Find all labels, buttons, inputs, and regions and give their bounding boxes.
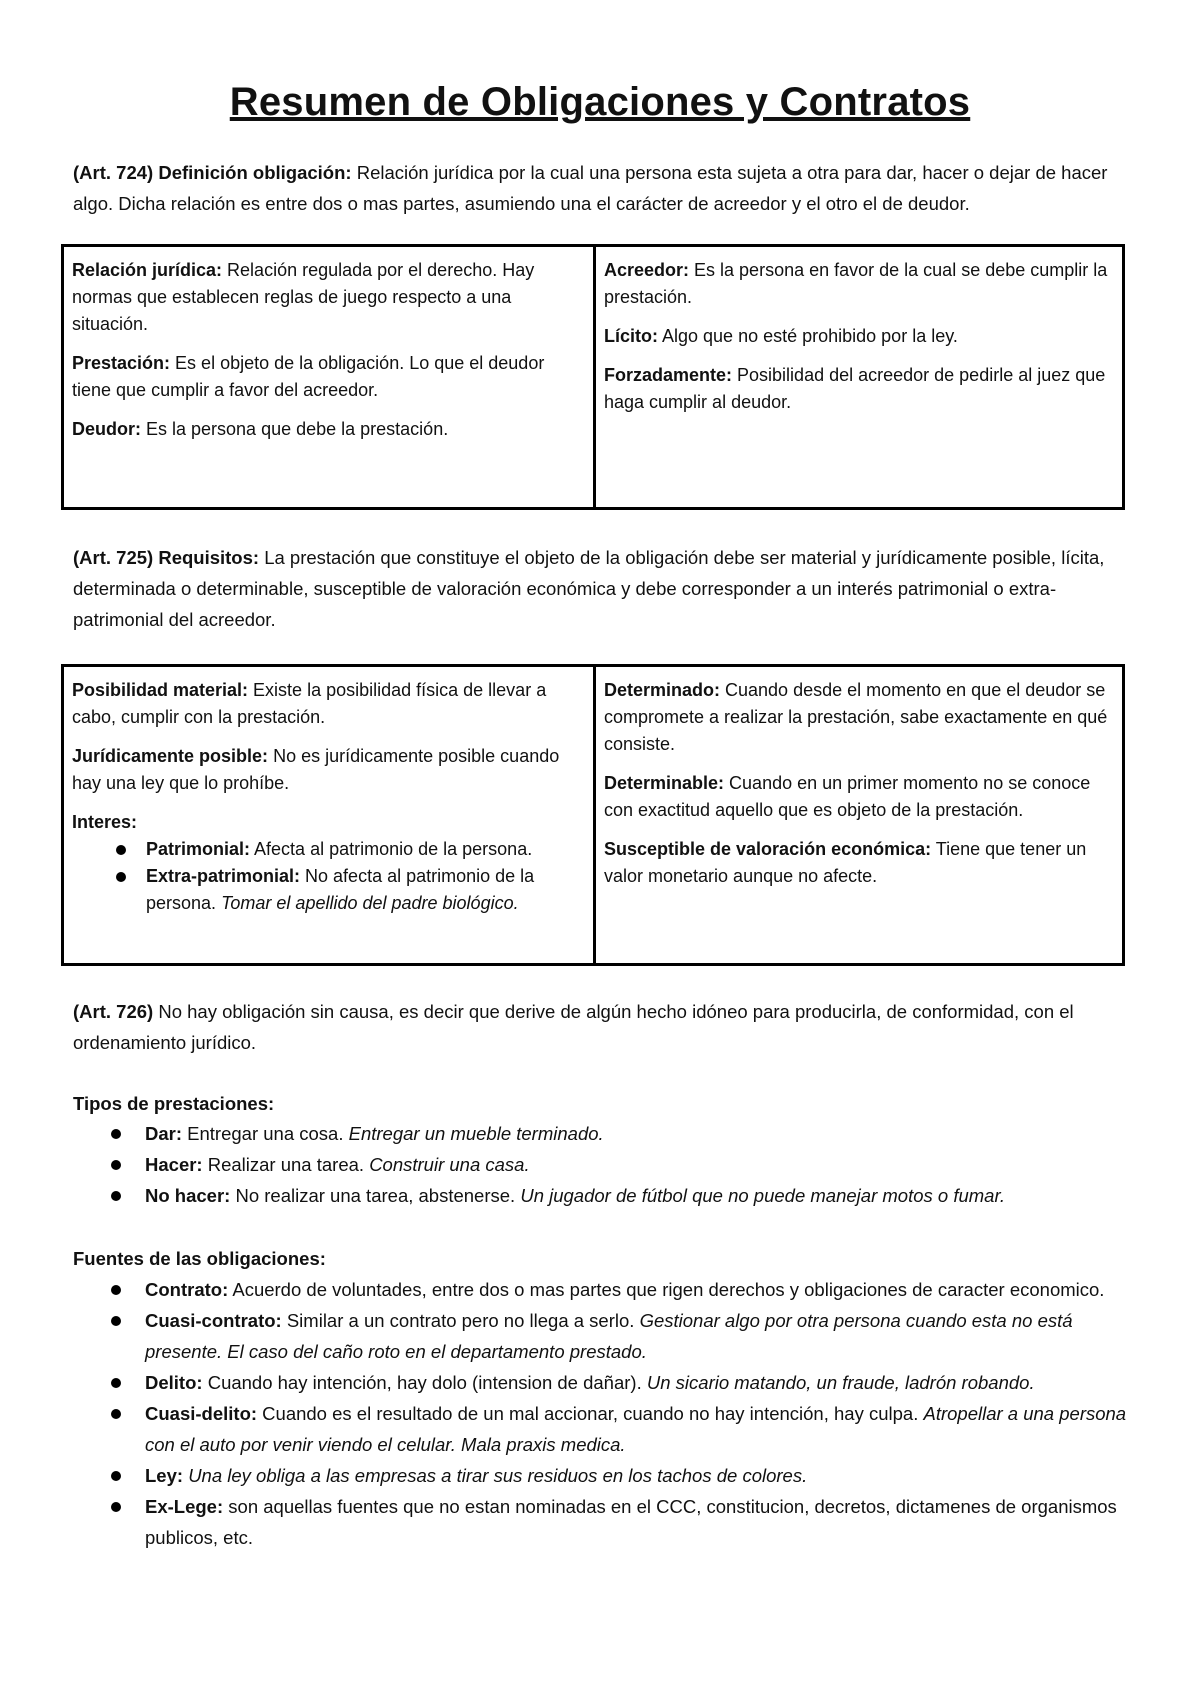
definition-text: Algo que no esté prohibido por la ley. (658, 326, 958, 346)
fuente-term: Ex-Lege: (145, 1496, 224, 1517)
tipo-term: No hacer: (145, 1185, 231, 1206)
definition-text: Posibilidad del acreedor de pedirle al juez que haga cumplir al deudor. (604, 365, 1106, 412)
requisito-text: Tiene que tener un valor monetario aunque no afecte. (604, 839, 1087, 886)
requisito-term: Posibilidad material: (72, 680, 249, 700)
interes-label: Interes: (72, 812, 138, 832)
interes-term: Extra-patrimonial: (146, 866, 301, 886)
tipo-text: Entregar una cosa. (182, 1123, 349, 1144)
definitions-right-column (596, 247, 1122, 507)
tipo-text: No realizar una tarea, abstenerse. (230, 1185, 521, 1206)
fuente-item (145, 1398, 1131, 1460)
tipo-item (145, 1118, 1131, 1149)
tipo-item (145, 1180, 1131, 1211)
requisito-item (72, 743, 585, 797)
definition-term: Lícito: (604, 326, 658, 346)
fuente-item (145, 1305, 1131, 1367)
fuente-text: Acuerdo de voluntades, entre dos o mas partes que rigen derechos y obligaciones de caracter economico. (228, 1279, 1105, 1300)
tipo-term: Hacer: (145, 1154, 203, 1175)
requisito-text: Existe la posibilidad física de llevar a cabo, cumplir con la prestación. (72, 680, 547, 727)
requisito-text: No es jurídicamente posible cuando hay una ley que lo prohíbe. (72, 746, 560, 793)
definition-item (72, 257, 585, 338)
definition-item (72, 416, 585, 443)
tipo-example: Entregar un mueble terminado. (348, 1123, 604, 1144)
art724-ref: (Art. 724) Definición obligación: (73, 162, 352, 183)
requisitos-left-column (64, 667, 596, 963)
fuente-example: Una ley obliga a las empresas a tirar sus residuos en los tachos de colores. (188, 1465, 808, 1486)
art726-paragraph (73, 996, 1131, 1058)
tipos-heading: Tipos de prestaciones: (73, 1093, 275, 1114)
fuente-item (145, 1274, 1131, 1305)
fuente-example: Gestionar algo por otra persona cuando esta no está presente. El caso del caño roto en el departamento prestado. (145, 1310, 1073, 1362)
fuente-text: Cuando es el resultado de un mal accionar, cuando no hay intención, hay culpa. (257, 1403, 924, 1424)
interes-block (72, 809, 585, 917)
requisito-term: Jurídicamente posible: (72, 746, 269, 766)
fuente-example: Atropellar a una persona con el auto por venir viendo el celular. Mala praxis medica. (145, 1403, 1127, 1455)
art724-text: Relación jurídica por la cual una persona esta sujeta a otra para dar, hacer o dejar de hacer algo. Dicha relación es entre dos o mas partes, asumiendo una el carácter de acreedor y el otro el de deudor. (73, 162, 1108, 214)
tipo-text: Realizar una tarea. (202, 1154, 370, 1175)
tipo-example: Un jugador de fútbol que no puede manejar motos o fumar. (520, 1185, 1006, 1206)
requisitos-table (61, 664, 1125, 966)
definition-text: Relación regulada por el derecho. Hay normas que establecen reglas de juego respecto a una situación. (72, 260, 535, 334)
art725-text: La prestación que constituye el objeto de la obligación debe ser material y jurídicamente posible, lícita, determinada o determinable, susceptible de valoración económica y debe corresponder a un interés patrimonial o extra-patrimonial del acreedor. (73, 547, 1105, 630)
definition-text: Es la persona que debe la prestación. (141, 419, 449, 439)
definition-term: Prestación: (72, 353, 171, 373)
interes-term: Patrimonial: (146, 839, 251, 859)
fuentes-list (73, 1274, 1131, 1553)
fuente-text: son aquellas fuentes que no estan nominadas en el CCC, constitucion, decretos, dictamenes de organismos publicos, etc. (145, 1496, 1117, 1548)
art725-ref: (Art. 725) Requisitos: (73, 547, 260, 568)
definitions-left-column (64, 247, 596, 507)
requisito-term: Determinable: (604, 773, 725, 793)
interes-item (146, 863, 585, 917)
definition-text: Es el objeto de la obligación. Lo que el deudor tiene que cumplir a favor del acreedor. (72, 353, 545, 400)
fuente-item (145, 1460, 1131, 1491)
requisito-text: Cuando desde el momento en que el deudor se compromete a realizar la prestación, sabe exactamente en qué consiste. (604, 680, 1108, 754)
requisito-item (604, 677, 1114, 758)
fuente-text: Cuando hay intención, hay dolo (intension de dañar). (202, 1372, 647, 1393)
art725-paragraph (73, 542, 1131, 635)
art726-text: No hay obligación sin causa, es decir que derive de algún hecho idóneo para producirla, de conformidad, con el ordenamiento jurídico. (73, 1001, 1074, 1053)
fuente-term: Cuasi-delito: (145, 1403, 258, 1424)
fuente-item (145, 1367, 1131, 1398)
requisito-item (72, 677, 585, 731)
fuente-text: Similar a un contrato pero no llega a serlo. (281, 1310, 640, 1331)
tipo-term: Dar: (145, 1123, 183, 1144)
requisitos-right-column (596, 667, 1122, 963)
tipos-list (73, 1118, 1131, 1211)
art724-paragraph (73, 157, 1131, 219)
requisito-term: Determinado: (604, 680, 721, 700)
art726-ref: (Art. 726) (73, 1001, 154, 1022)
fuente-term: Delito: (145, 1372, 203, 1393)
requisito-item (604, 770, 1114, 824)
fuente-term: Cuasi-contrato: (145, 1310, 282, 1331)
fuente-term: Contrato: (145, 1279, 229, 1300)
definition-term: Forzadamente: (604, 365, 733, 385)
definition-item (604, 257, 1114, 311)
definition-term: Deudor: (72, 419, 141, 439)
definition-term: Acreedor: (604, 260, 690, 280)
interes-text: Afecta al patrimonio de la persona. (250, 839, 533, 859)
definition-text: Es la persona en favor de la cual se debe cumplir la prestación. (604, 260, 1108, 307)
fuente-example: Un sicario matando, un fraude, ladrón robando. (646, 1372, 1035, 1393)
requisito-item (604, 836, 1114, 890)
requisito-text: Cuando en un primer momento no se conoce con exactitud aquello que es objeto de la prestación. (604, 773, 1091, 820)
fuente-item (145, 1491, 1131, 1553)
definition-item (72, 350, 585, 404)
interes-list (72, 836, 585, 917)
tipo-example: Construir una casa. (369, 1154, 530, 1175)
interes-example: Tomar el apellido del padre biológico. (221, 893, 519, 913)
definition-item (604, 362, 1114, 416)
interes-text: No afecta al patrimonio de la persona. (146, 866, 535, 913)
requisito-term: Susceptible de valoración económica: (604, 839, 932, 859)
fuentes-heading: Fuentes de las obligaciones: (73, 1248, 326, 1269)
definitions-table (61, 244, 1125, 510)
tipo-item (145, 1149, 1131, 1180)
definition-item (604, 323, 1114, 350)
definition-term: Relación jurídica: (72, 260, 223, 280)
interes-item (146, 836, 585, 863)
page-title: Resumen de Obligaciones y Contratos (229, 80, 971, 124)
fuente-term: Ley: (145, 1465, 184, 1486)
